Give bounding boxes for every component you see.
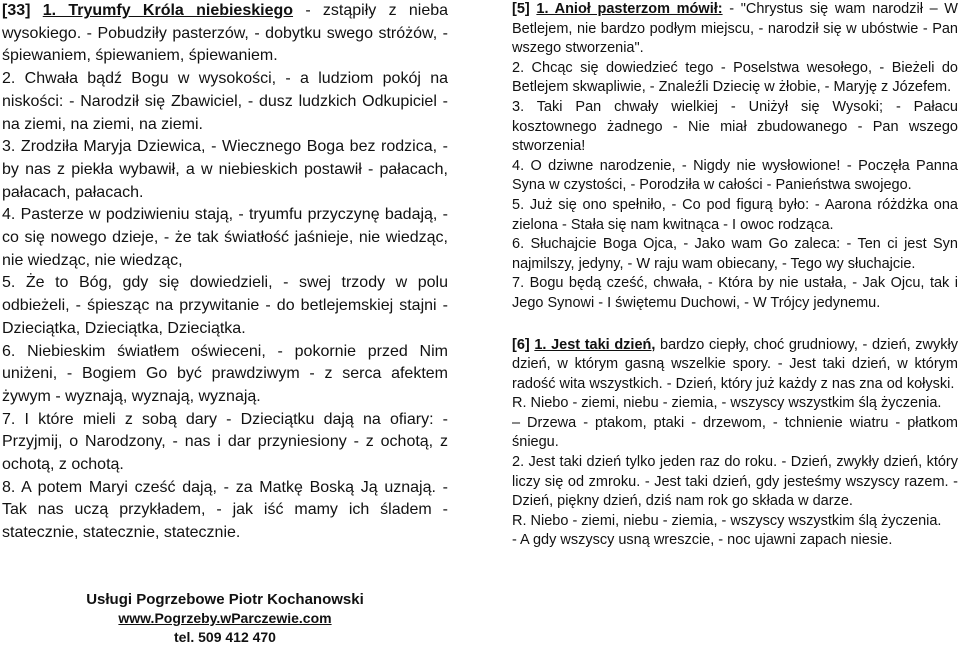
left-column [2, 0, 448, 545]
section-gap [512, 314, 958, 336]
verse: 5. Że to Bóg, gdy się dowiedzieli, - swej trzody w polu odbieżeli, - śpiesząc na przywitanie - do betlejemskiej stajni - Dzieciątka, Dzieciątka, Dzieciątka. [2, 274, 448, 337]
footer-ad [20, 590, 430, 647]
song-intro: - "Chrystus się wam narodził – W Betlejem, nie bardzo podłym miejscu, - narodził się w ubóstwie - Pan wszego stworzenia". [512, 1, 958, 57]
website-link[interactable]: www.Pogrzeby.wParczewie.com [118, 610, 332, 626]
song-5-first-verse [512, 0, 958, 59]
song-33-first-verse [2, 0, 448, 68]
refrain: R. Niebo - ziemi, niebu - ziemia, - wszyscy wszystkim ślą życzenia. [512, 395, 942, 412]
song-intro: - zstąpiły z nieba wysokiego. - Pobudziły pasterzów, - dobytku swego stróżów, - śpiewaniem, śpiewaniem, śpiewaniem. [2, 2, 449, 65]
verse: 2. Chcąc się dowiedzieć tego - Poselstwa wesołego, - Bieżeli do Betlejem skwapliwie, - Znaleźli Dziecię w żłobie, - Maryję z Józefem. [512, 59, 958, 96]
song-title: 1. Tryumfy Króla niebieskiego [42, 2, 294, 19]
verse: 3. Zrodziła Maryja Dziewica, - Wiecznego Boga bez rodzica, - by nas z piekła wybawił, a w niebieskich postawił - pałacach, pałacach, pałacach. [2, 138, 448, 201]
verse: 6. Niebieskim światłem oświeceni, - pokornie przed Nim uniżeni, - Bogiem Go być prawdziwym - z serca afektem żywym - wyznają, wyznają, wyznają. [2, 342, 448, 405]
verse: 4. Pasterze w podziwieniu stają, - tryumfu przyczynę badają, - co się nowego dzieje, - że tak światłość jaśnieje, nie wiedząc, nie wiedząc, nie wiedząc, [2, 206, 448, 269]
right-column [512, 0, 958, 551]
verse: 7. I które mieli z sobą dary - Dzieciątku dają na ofiary: - Przyjmij, o Narodzony, - nas i dar przyniesiony - z ochotą, z ochotą, z ochotą. [2, 410, 448, 474]
song-title: 1. Jest taki dzień, [534, 336, 656, 353]
song-title: 1. Anioł pasterzom mówił: [536, 1, 723, 17]
verse: 3. Taki Pan chwały wielkiej - Uniżył się Wysoki; - Pałacu kosztownego żadnego - Nie miał zbudowanego - Pan wszego stworzenia! [512, 98, 958, 155]
verse: 6. Słuchajcie Boga Ojca, - Jako wam Go zaleca: - Ten ci jest Syn najmilszy, jedyny, - W raju wam obiecany, - Tego wy słuchajcie. [512, 236, 958, 272]
refrain-line: - A gdy wszyscy usną wreszcie, - noc ujawni zapach niesie. [512, 532, 893, 549]
verse: 7. Bogu będą cześć, chwała, - Która by nie ustała, - Jak Ojcu, tak i Jego Synowi - I świętemu Duchowi, - W Trójcy jedynemu. [512, 275, 958, 311]
song-intro: bardzo ciepły, choć grudniowy, - dzień, zwykły dzień, w którym gasną wszelkie spory. - Jest taki dzień, w którym radość wita wszystkich. - Dzień, który już każdy z nas zna od kołyski. [512, 336, 958, 392]
refrain: R. Niebo - ziemi, niebu - ziemia, - wszyscy wszystkim ślą życzenia. [512, 512, 942, 529]
song-number: [5] [512, 1, 530, 17]
company-name: Usługi Pogrzebowe Piotr Kochanowski [86, 591, 364, 608]
verse: 4. O dziwne narodzenie, - Nigdy nie wysłowione! - Poczęła Panna Syna w czystości, - Porodziła w całości - Panieństwa swojego. [512, 157, 958, 194]
song-number: [6] [512, 336, 530, 353]
song-6-first-verse [512, 336, 958, 395]
phone-number: tel. 509 412 470 [174, 629, 276, 645]
refrain-line: – Drzewa - ptakom, ptaki - drzewom, - tchnienie wiatru - płatkom śniegu. [512, 414, 958, 451]
verse: 2. Jest taki dzień tylko jeden raz do roku. - Dzień, zwykły dzień, który liczy się od zmroku. - Jest taki dzień, gdy jesteśmy wszyscy razem. - Dzień, piękny dzień, dziś nam rok go składa w darze. [512, 454, 958, 510]
verse: 5. Już się ono spełniło, - Co pod figurą było: - Aarona różdżka ona zielona - Stała się nam kwitnąca - I owoc rodząca. [512, 196, 958, 233]
song-number: [33] [2, 2, 31, 19]
verse: 2. Chwała bądź Bogu w wysokości, - a ludziom pokój na niskości: - Narodził się Zbawiciel, - dusz ludzkich Odkupiciel - na ziemi, na ziemi, na ziemi. [2, 70, 448, 133]
verse: 8. A potem Maryi cześć dają, - za Matkę Boską Ją uznają. - Tak nas uczą przykładem, - jak iść mamy ich śladem - statecznie, statecznie, statecznie. [2, 478, 448, 542]
